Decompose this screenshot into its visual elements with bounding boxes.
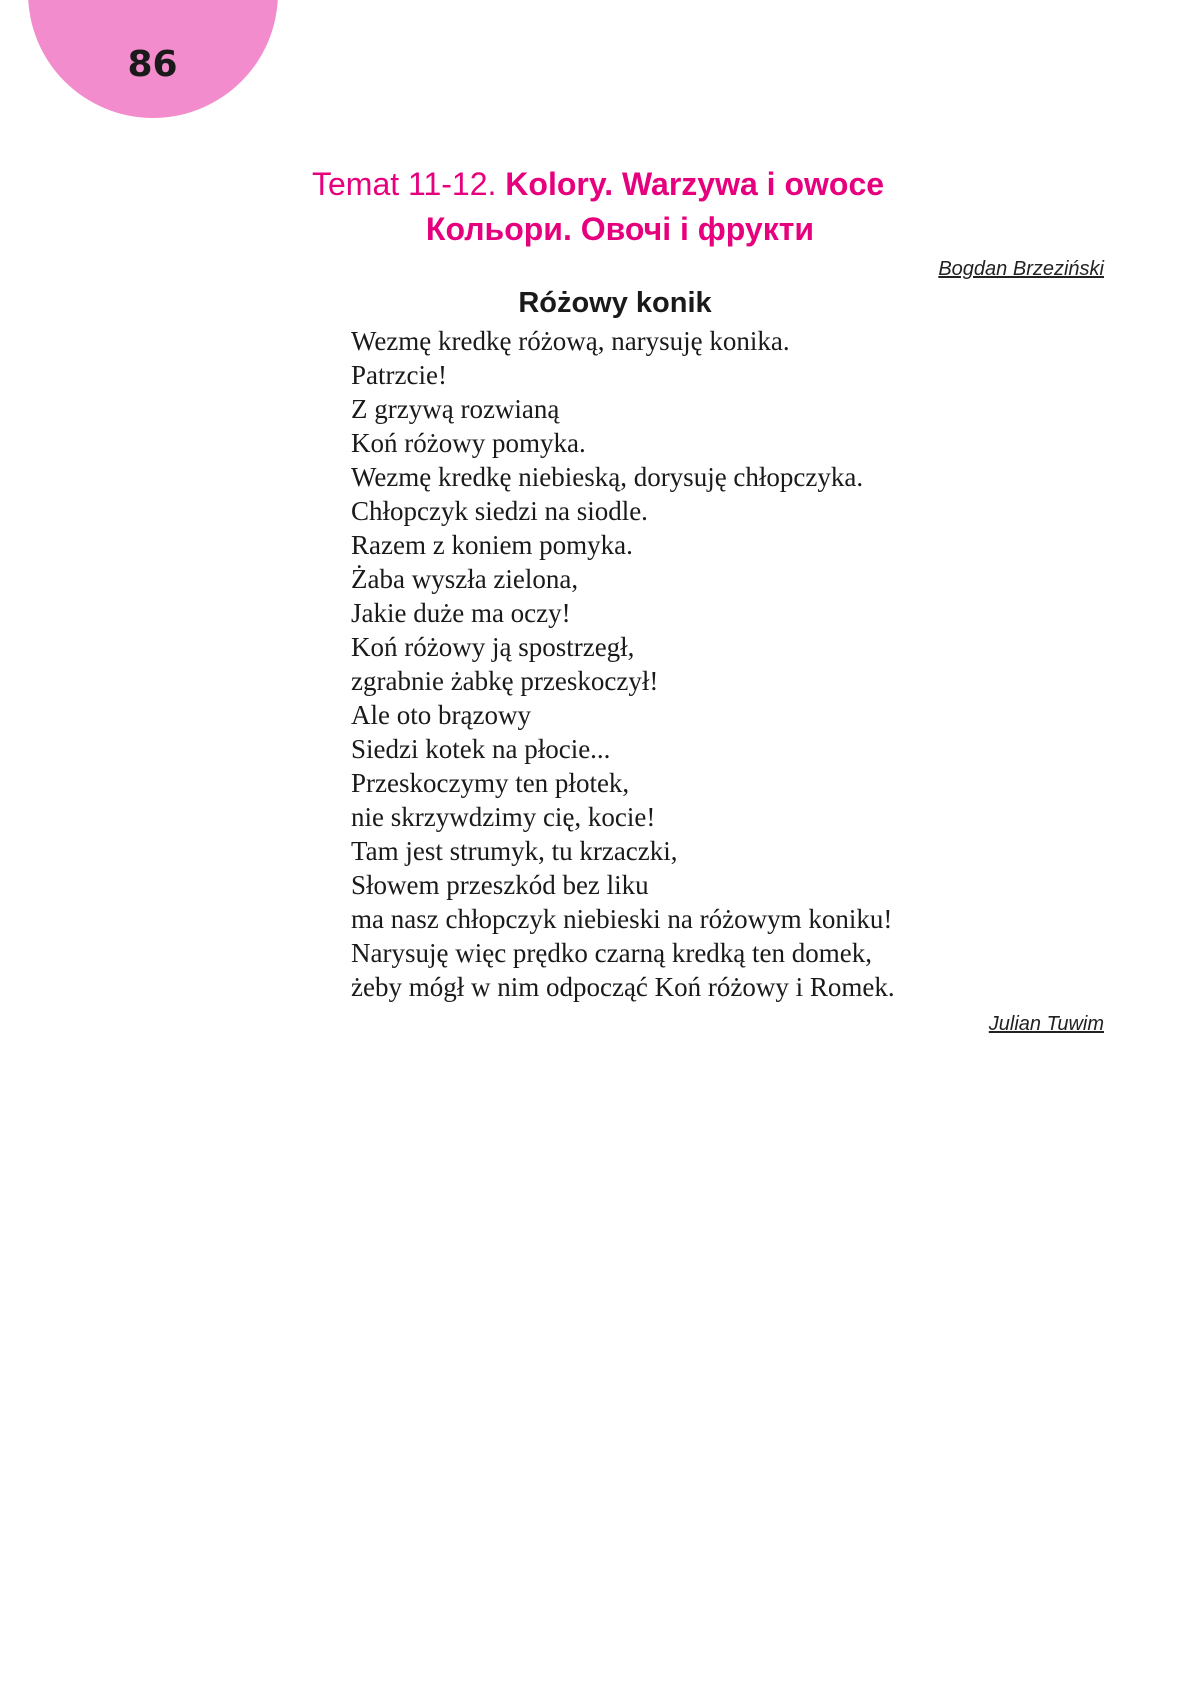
poem-line: Razem z koniem pomyka. bbox=[351, 530, 633, 560]
poem-line: Jakie duże ma oczy! bbox=[351, 598, 571, 628]
poem-line: Ale oto brązowy bbox=[351, 700, 531, 730]
poem-line: Wezmę kredkę różową, narysuję konika. bbox=[351, 326, 790, 356]
poem-line: Słowem przeszkód bez liku bbox=[351, 870, 649, 900]
poem-line: zgrabnie żabkę przeskoczył! bbox=[351, 666, 659, 696]
poem-line: Z grzywą rozwianą bbox=[351, 394, 560, 424]
poem-line: ma nasz chłopczyk niebieski na różowym koniku! bbox=[351, 904, 893, 934]
poem-line: Siedzi kotek na płocie... bbox=[351, 734, 611, 764]
poem-line: Patrzcie! bbox=[351, 360, 447, 390]
poem-line: nie skrzywdzimy cię, kocie! bbox=[351, 802, 656, 832]
poem-line: Koń różowy ją spostrzegł, bbox=[351, 632, 635, 662]
poem-line: Koń różowy pomyka. bbox=[351, 428, 586, 458]
poem-author: Julian Tuwim bbox=[988, 1013, 1104, 1035]
poem-title: Różowy konik bbox=[518, 287, 712, 319]
poem-line: Wezmę kredkę niebieską, dorysuję chłopczyka. bbox=[351, 462, 864, 492]
topic-title-ukrainian: Кольори. Овочі і фрукти bbox=[425, 211, 815, 247]
poem-body bbox=[351, 324, 1111, 1004]
topic-heading bbox=[312, 166, 932, 203]
topic-title-polish: Kolory. Warzywa i owoce bbox=[505, 166, 885, 202]
attribution-top: Bogdan Brzeziński bbox=[938, 258, 1104, 280]
poem-line: Narysuję więc prędko czarną kredką ten domek, bbox=[351, 938, 873, 968]
topic-number: Temat 11-12. bbox=[312, 166, 497, 202]
poem-line: Tam jest strumyk, tu krzaczki, bbox=[351, 836, 678, 866]
poem-line: Chłopczyk siedzi na siodle. bbox=[351, 496, 648, 526]
poem-line: żeby mógł w nim odpocząć Koń różowy i Romek. bbox=[351, 972, 895, 1002]
poem-line: Żaba wyszła zielona, bbox=[351, 564, 579, 594]
page-number: 86 bbox=[127, 44, 178, 85]
poem-line: Przeskoczymy ten płotek, bbox=[351, 768, 630, 798]
